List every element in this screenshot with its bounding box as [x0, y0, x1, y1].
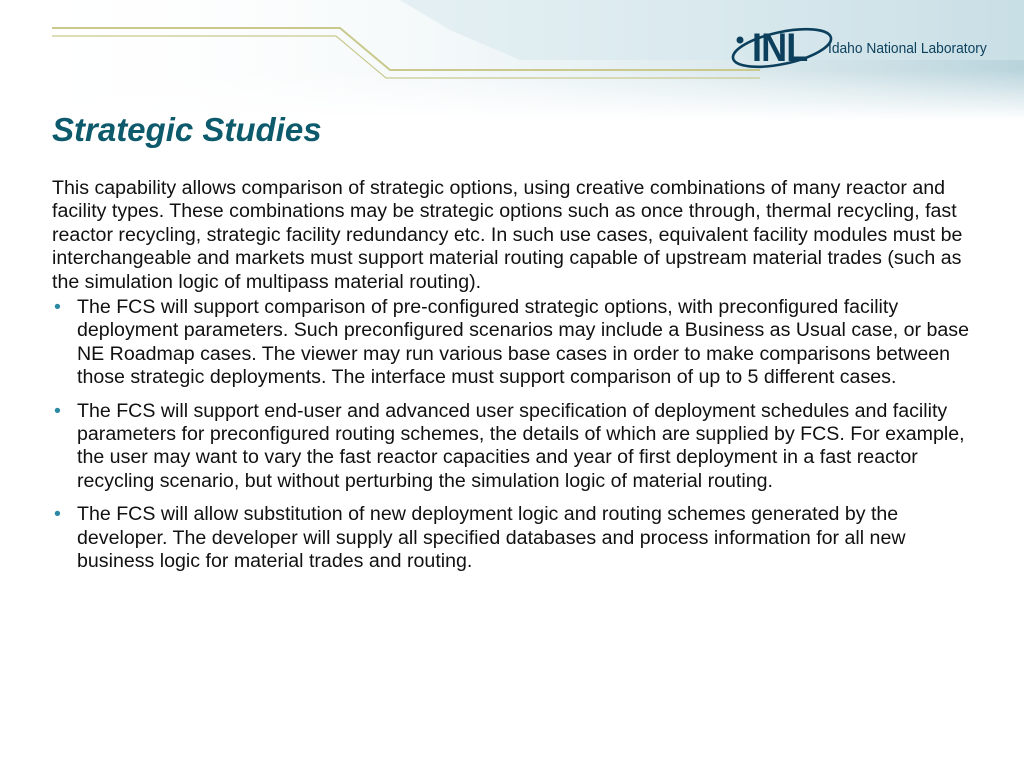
bullet-icon: • [54, 503, 61, 526]
inl-logo [730, 22, 990, 74]
bullet-icon: • [54, 296, 61, 319]
bullet-text: The FCS will support comparison of pre-configured strategic options, with preconfigured facility deployment parameters. Such preconfigured scenarios may include a Business as Usual case, or base NE Roadmap cases. The viewer may run various base cases in order to make comparisons between those strategic deployments. The interface must support comparison of up to 5 different cases. [77, 296, 969, 389]
bullet-text: The FCS will allow substitution of new deployment logic and routing schemes generated by the developer. The developer will supply all specified databases and process information for all new business logic for material trades and routing. [77, 503, 906, 573]
bullet-item [52, 400, 982, 494]
logo-mark: INL [752, 26, 808, 70]
bullet-text: The FCS will support end-user and advanced user specification of deployment schedules and facility parameters for preconfigured routing schemes, the details of which are supplied by FCS. For example, the user may want to vary the fast reactor capacities and year of first deployment in a fast reactor recycling scenario, but without perturbing the simulation logic of material routing. [77, 399, 965, 492]
logo-name: Idaho National Laboratory [828, 40, 987, 57]
bullet-item [52, 503, 982, 573]
slide-title: Strategic Studies [52, 111, 322, 148]
bullet-item [52, 296, 982, 390]
intro-paragraph: This capability allows comparison of strategic options, using creative combinations of many reactor and facility types. These combinations may be strategic options such as once through, thermal recycling, fast reactor recycling, strategic facility redundancy etc. In such use cases, equivalent facility modules must be interchangeable and markets must support material routing capable of upstream material trades (such as the simulation logic of multipass material routing). [52, 177, 963, 293]
bullet-list [52, 296, 982, 573]
slide-body [52, 177, 982, 584]
bullet-icon: • [54, 399, 61, 422]
